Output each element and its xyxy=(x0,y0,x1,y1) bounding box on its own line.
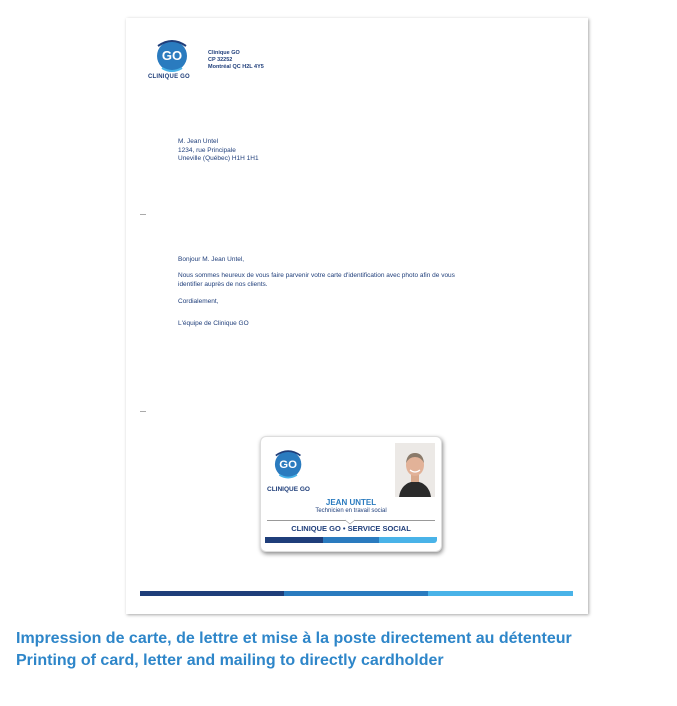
holder-title: Technicien en travail social xyxy=(315,508,387,514)
logo-letters: GO xyxy=(161,48,183,63)
letter-paragraph xyxy=(178,272,528,289)
card-color-bar-blue xyxy=(323,537,379,543)
recipient-city: Uneville (Québec) H1H 1H1 xyxy=(178,155,259,162)
recipient-street: 1234, rue Principale xyxy=(178,146,236,154)
signature: L'équipe de Clinique GO xyxy=(178,320,249,327)
caption-english: Printing of card, letter and mailing to directly cardholder xyxy=(16,652,444,669)
fold-mark xyxy=(140,214,146,215)
card-logo-letters: GO xyxy=(279,458,298,471)
fold-mark xyxy=(140,411,146,412)
footer-bar-light xyxy=(428,591,573,596)
recipient-block xyxy=(178,138,259,164)
sender-address-1: CP 32252 xyxy=(208,57,233,63)
department: CLINIQUE GO • SERVICE SOCIAL xyxy=(291,524,411,533)
closing: Cordialement, xyxy=(178,298,219,305)
card-brand-name: CLINIQUE GO xyxy=(267,486,310,493)
letter-page xyxy=(126,18,588,614)
card-color-bar-navy xyxy=(265,537,323,543)
card-color-bar-light xyxy=(379,537,437,543)
paragraph-line-1: Nous sommes heureux de vous faire parvenir votre carte d'identification avec photo afin de vous xyxy=(178,272,455,279)
clinique-go-logo-icon xyxy=(267,445,311,489)
sender-block xyxy=(208,50,264,71)
sender-address-2: Montréal QC H2L 4Y5 xyxy=(208,64,264,70)
sender-name: Clinique GO xyxy=(208,50,240,56)
footer-bar-blue xyxy=(284,591,428,596)
id-card xyxy=(260,436,442,552)
caption-french: Impression de carte, de lettre et mise à la poste directement au détenteur xyxy=(16,630,572,647)
logo-brand-name: CLINIQUE GO xyxy=(148,74,190,80)
greeting: Bonjour M. Jean Untel, xyxy=(178,256,245,263)
holder-name: JEAN UNTEL xyxy=(325,498,377,507)
holder-photo xyxy=(395,443,435,497)
paragraph-line-2: identifier auprès de nos clients. xyxy=(178,280,268,288)
footer-bar-navy xyxy=(140,591,284,596)
recipient-name: M. Jean Untel xyxy=(178,138,219,145)
